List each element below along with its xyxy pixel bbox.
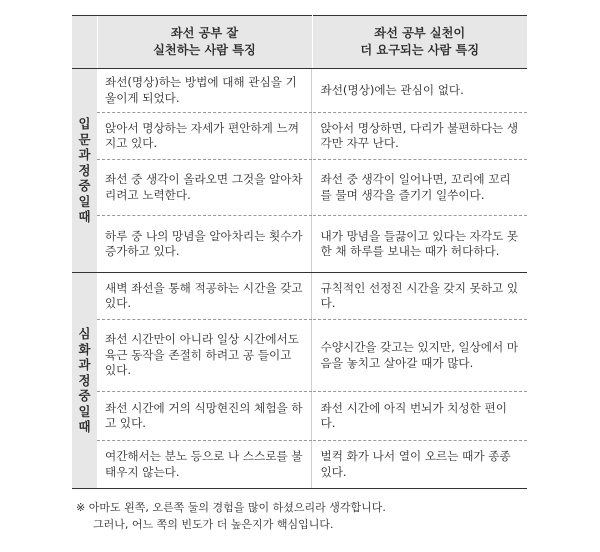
header-corner bbox=[72, 16, 97, 69]
table-row bbox=[72, 113, 527, 160]
table-row bbox=[72, 160, 527, 216]
table-row bbox=[72, 216, 527, 273]
footnote-line1: ※ 아마도 왼쪽, 오른쪽 둘의 경험을 많이 하셨으리라 생각합니다. bbox=[76, 501, 386, 514]
cell-needs: 내가 망념을 들끓이고 있다는 자각도 못한 채 하루를 보내는 때가 허다하다. bbox=[312, 216, 527, 273]
header-col-needs-line1: 좌선 공부 실천이 bbox=[374, 26, 466, 40]
cell-good: 새벽 좌선을 통해 적공하는 시간을 갖고 있다. bbox=[97, 273, 312, 320]
header-col-good-line1: 좌선 공부 잘 bbox=[170, 26, 239, 40]
table-row bbox=[72, 69, 527, 113]
cell-good: 앉아서 명상하는 자세가 편안하게 느껴지고 있다. bbox=[97, 113, 312, 160]
cell-needs: 규칙적인 선정진 시간을 갖지 못하고 있다. bbox=[312, 273, 527, 320]
header-col-good bbox=[97, 16, 312, 69]
header-col-needs bbox=[312, 16, 527, 69]
section-label-intro bbox=[72, 69, 97, 273]
cell-needs: 좌선 시간에 아직 번뇌가 치성한 편이다. bbox=[312, 392, 527, 441]
header-row bbox=[72, 16, 527, 69]
table-row bbox=[72, 273, 527, 320]
cell-good: 좌선 시간에 거의 식망현진의 체험을 하고 있다. bbox=[97, 392, 312, 441]
cell-good: 좌선 중 생각이 올라오면 그것을 알아차리려고 노력한다. bbox=[97, 160, 312, 216]
cell-needs: 수양시간을 갖고는 있지만, 일상에서 마음을 놓치고 살아갈 때가 많다. bbox=[312, 320, 527, 392]
footnote bbox=[76, 499, 386, 533]
footnote-line2: 그러나, 어느 쪽의 빈도가 더 높은지가 핵심입니다. bbox=[93, 518, 334, 531]
table-row bbox=[72, 320, 527, 392]
section-label-advanced bbox=[72, 273, 97, 489]
cell-good: 좌선(명상)하는 방법에 대해 관심을 기울이게 되었다. bbox=[97, 69, 312, 113]
table-row bbox=[72, 392, 527, 441]
cell-good: 여간해서는 분노 등으로 나 스스로를 불태우지 않는다. bbox=[97, 441, 312, 489]
comparison-table bbox=[72, 15, 527, 489]
section-label-text: 입문과정 중일때 bbox=[78, 115, 91, 225]
table-row bbox=[72, 441, 527, 489]
section-label-text: 심화과정 중일때 bbox=[78, 325, 91, 435]
header-col-good-line2: 실천하는 사람 특징 bbox=[153, 43, 256, 57]
header-col-needs-line2: 더 요구되는 사람 특징 bbox=[360, 43, 480, 57]
cell-good: 하루 중 나의 망념을 알아차리는 횟수가 증가하고 있다. bbox=[97, 216, 312, 273]
cell-needs: 좌선(명상)에는 관심이 없다. bbox=[312, 69, 527, 113]
cell-needs: 벌컥 화가 나서 열이 오르는 때가 종종 있다. bbox=[312, 441, 527, 489]
cell-good: 좌선 시간만이 아니라 일상 시간에서도 육근 동작을 존절히 하려고 공 들이고 있다. bbox=[97, 320, 312, 392]
cell-needs: 좌선 중 생각이 일어나면, 꼬리에 꼬리를 물며 생각을 즐기기 일쑤이다. bbox=[312, 160, 527, 216]
cell-needs: 앉아서 명상하면, 다리가 불편하다는 생각만 자꾸 난다. bbox=[312, 113, 527, 160]
